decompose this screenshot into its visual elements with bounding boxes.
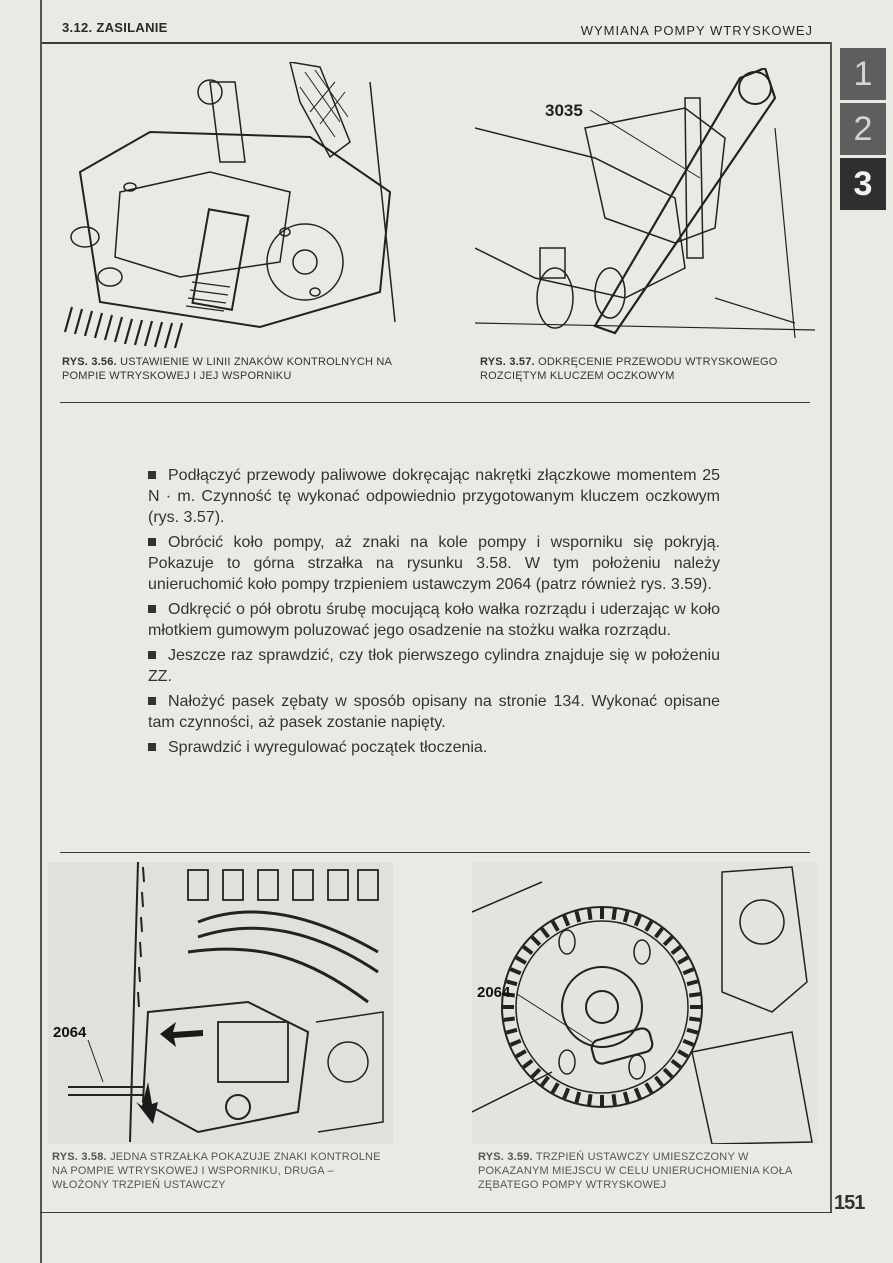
page-number: 151	[834, 1192, 865, 1214]
paragraph: Nałożyć pasek zębaty w sposób opisany na stronie 134. Wykonać opisane tam czynności, aż pasek zostanie napięty.	[148, 693, 720, 731]
bullet-icon	[148, 538, 156, 546]
figure-3-56	[60, 62, 405, 350]
bullet-icon	[148, 743, 156, 751]
bottom-figures-rule	[60, 852, 810, 853]
gear-tooth	[625, 911, 628, 922]
chapter-tab-2[interactable]: 2	[840, 103, 886, 155]
right-margin-rule	[830, 42, 832, 1212]
figure-3-57-label: 3035	[545, 101, 583, 120]
instructions-text	[148, 465, 720, 762]
chapter-tabs	[840, 48, 886, 213]
gear-tooth	[613, 1094, 614, 1105]
chapter-tab-3[interactable]: 3	[840, 158, 886, 210]
footer-rule	[40, 1212, 832, 1213]
figure-3-59-text: TRZPIEŃ USTAWCZY UMIESZCZONY W POKAZANYM MIEJSCU W CELU UNIERUCHOMIENIA KOŁA ZĘBATEGO POMPY WTRYSKOWEJ	[478, 1151, 792, 1191]
gear-tooth	[613, 909, 614, 920]
gear-tooth	[506, 1030, 517, 1033]
gear-tooth	[687, 1030, 698, 1033]
figure-3-57-text: ODKRĘCENIE PRZEWODU WTRYSKOWEGO ROZCIĘTYM KLUCZEM OCZKOWYM	[480, 356, 778, 382]
figure-3-59-number: RYS. 3.59.	[478, 1151, 533, 1163]
figure-3-56-number: RYS. 3.56.	[62, 356, 117, 368]
bullet-icon	[148, 605, 156, 613]
paragraph: Jeszcze raz sprawdzić, czy tłok pierwszego cylindra znajduje się w położeniu ZZ.	[148, 647, 720, 685]
figure-3-59	[472, 862, 817, 1144]
left-margin-rule	[40, 0, 42, 1263]
figure-3-59-drawing	[472, 862, 817, 1144]
figure-3-56-caption	[62, 355, 392, 383]
figure-3-58-label: 2064	[53, 1024, 87, 1041]
gear-tooth	[576, 911, 579, 922]
gear-tooth	[589, 909, 590, 920]
gear-tooth	[687, 981, 698, 984]
figure-3-56-text: USTAWIENIE W LINII ZNAKÓW KONTROLNYCH NA POMPIE WTRYSKOWEJ I JEJ WSPORNIKU	[62, 356, 392, 382]
figure-3-56-drawing	[60, 62, 405, 350]
bullet-icon	[148, 651, 156, 659]
figure-3-59-label: 2064	[477, 984, 511, 1001]
bullet-icon	[148, 697, 156, 705]
figure-3-57-drawing	[475, 68, 815, 348]
figure-3-57-caption	[480, 355, 800, 383]
figure-3-58-text: JEDNA STRZAŁKA POKAZUJE ZNAKI KONTROLNE NA POMPIE WTRYSKOWEJ I WSPORNIKU, DRUGA – WŁOŻONY TRZPIEŃ USTAWCZY	[52, 1151, 381, 1191]
figure-3-59-caption	[478, 1150, 808, 1192]
figure-3-58-drawing	[48, 862, 393, 1144]
paragraph: Odkręcić o pół obrotu śrubę mocującą koło wałka rozrządu i uderzając w koło młotkiem gumowym poluzować jego osadzenie na stożku wałka rozrządu.	[148, 601, 720, 639]
page-title: WYMIANA POMPY WTRYSKOWEJ	[580, 23, 813, 38]
gear-tooth	[625, 1092, 628, 1103]
figure-3-57-number: RYS. 3.57.	[480, 356, 535, 368]
gear-tooth	[576, 1092, 579, 1103]
figure-3-58	[48, 862, 393, 1144]
figure-3-57	[475, 68, 815, 348]
paragraph: Obrócić koło pompy, aż znaki na kole pompy i wsporniku się pokryją. Pokazuje to górna strzałka na rysunku 3.58. W tym położeniu należy unieruchomić koło pompy trzpieniem ustawczym 2064 (patrz również rys. 3.59).	[148, 534, 720, 593]
gear-tooth	[689, 1018, 700, 1019]
paragraph: Podłączyć przewody paliwowe dokręcając nakrętki złączkowe momentem 25 N · m. Czynność tę wykonać odpowiednio przygotowanym kluczem oczkowym (rys. 3.57).	[148, 467, 720, 526]
paragraph: Sprawdzić i wyregulować początek tłoczenia.	[148, 737, 720, 758]
figure-3-58-caption	[52, 1150, 382, 1192]
gear-tooth	[689, 994, 700, 995]
chapter-tab-1[interactable]: 1	[840, 48, 886, 100]
top-figures-rule	[60, 402, 810, 403]
bullet-icon	[148, 471, 156, 479]
gear-tooth	[504, 1018, 515, 1019]
header-rule	[40, 42, 832, 44]
gear-tooth	[589, 1094, 590, 1105]
figure-3-58-number: RYS. 3.58.	[52, 1151, 107, 1163]
section-header: 3.12. ZASILANIE	[62, 20, 168, 35]
